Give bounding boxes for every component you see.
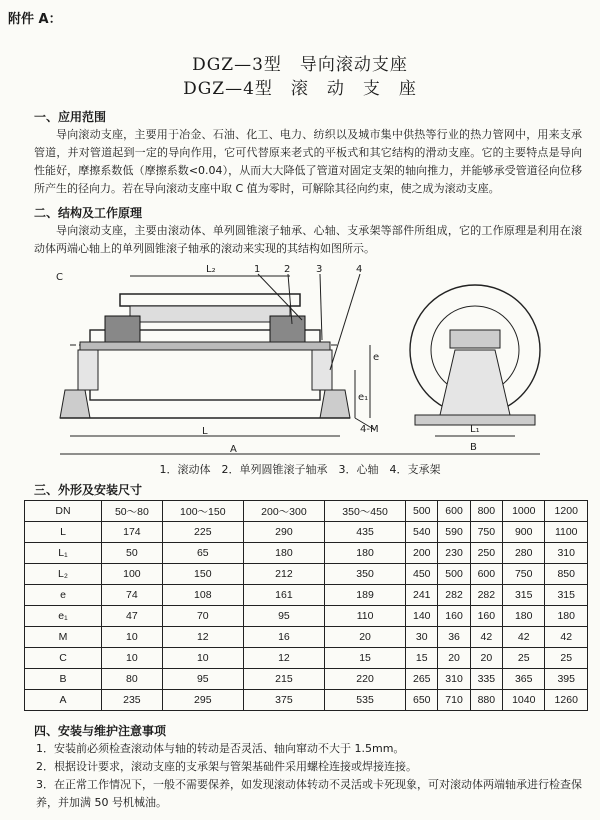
table-cell: 200 xyxy=(406,543,438,564)
table-row xyxy=(25,669,588,690)
section1-heading: 一、应用范围 xyxy=(34,110,107,124)
table-cell: 100 xyxy=(102,564,163,585)
table-cell: 750 xyxy=(503,564,545,585)
table-header-cell: 1000 xyxy=(503,501,545,522)
table-header-cell: 600 xyxy=(438,501,470,522)
attachment-label: 附件 A： xyxy=(8,12,62,27)
title-dgz3: DGZ—3型 导向滚动支座 xyxy=(192,55,408,75)
table-header-cell: DN xyxy=(25,501,102,522)
table-header-cell: 100～150 xyxy=(162,501,243,522)
table-cell: 335 xyxy=(470,669,502,690)
table-cell: 95 xyxy=(243,606,324,627)
table-cell: 650 xyxy=(406,690,438,711)
right-base xyxy=(320,390,350,418)
diagram-caption: 1．滚动体 2．单列圆锥滚子轴承 3．心轴 4．支承架 xyxy=(159,463,441,476)
table-cell: 42 xyxy=(503,627,545,648)
table-cell: 282 xyxy=(438,585,470,606)
row-label-cell: L₁ xyxy=(25,543,102,564)
table-cell: 350 xyxy=(325,564,406,585)
table-cell: 74 xyxy=(102,585,163,606)
table-header-cell: 350～450 xyxy=(325,501,406,522)
table-cell: 42 xyxy=(545,627,588,648)
table-row xyxy=(25,585,588,606)
table-cell: 150 xyxy=(162,564,243,585)
left-bracket xyxy=(78,350,98,390)
label-c: C xyxy=(56,272,63,283)
table-cell: 435 xyxy=(325,522,406,543)
table-header-cell: 1200 xyxy=(545,501,588,522)
end-bracket xyxy=(440,350,510,415)
section2-text: 导向滚动支座，主要由滚动体、单列圆锥滚子轴承、心轴、支承架等部件所组成，它的工作原理是利用在滚动体两端心轴上的单列圆锥滚子轴承的滚动来实现的其结构如图所示。 xyxy=(34,224,582,255)
table-cell: 16 xyxy=(243,627,324,648)
label-2: 2 xyxy=(284,264,291,275)
table-cell: 65 xyxy=(162,543,243,564)
table-cell: 241 xyxy=(406,585,438,606)
table-cell: 15 xyxy=(406,648,438,669)
section4-heading: 四、安装与维护注意事项 xyxy=(34,724,167,738)
table-row xyxy=(25,690,588,711)
table-cell: 25 xyxy=(545,648,588,669)
table-header-cell: 500 xyxy=(406,501,438,522)
table-cell: 1100 xyxy=(545,522,588,543)
table-cell: 160 xyxy=(470,606,502,627)
table-cell: 20 xyxy=(470,648,502,669)
label-b: B xyxy=(470,442,477,453)
table-cell: 235 xyxy=(102,690,163,711)
table-cell: 900 xyxy=(503,522,545,543)
right-bracket xyxy=(312,350,332,390)
table-cell: 30 xyxy=(406,627,438,648)
table-cell: 315 xyxy=(503,585,545,606)
table-cell: 70 xyxy=(162,606,243,627)
table-cell: 500 xyxy=(438,564,470,585)
pipe-support-plate xyxy=(120,294,300,306)
table-cell: 290 xyxy=(243,522,324,543)
label-e1: e₁ xyxy=(358,392,369,403)
end-view xyxy=(410,285,540,454)
table-cell: 450 xyxy=(406,564,438,585)
table-row xyxy=(25,627,588,648)
table-row xyxy=(25,648,588,669)
table-cell: 140 xyxy=(406,606,438,627)
table-cell: 600 xyxy=(470,564,502,585)
table-cell: 365 xyxy=(503,669,545,690)
label-m: 4-M xyxy=(360,424,379,435)
section3-heading: 三、外形及安装尺寸 xyxy=(34,483,143,497)
title-dgz4: DGZ—4型 滚 动 支 座 xyxy=(183,79,417,99)
table-cell: 95 xyxy=(162,669,243,690)
row-label-cell: B xyxy=(25,669,102,690)
table-cell: 750 xyxy=(470,522,502,543)
structure-diagram xyxy=(30,250,575,460)
table-cell: 265 xyxy=(406,669,438,690)
table-cell: 20 xyxy=(438,648,470,669)
mandrel xyxy=(80,342,330,350)
table-cell: 42 xyxy=(470,627,502,648)
table-cell: 212 xyxy=(243,564,324,585)
table-cell: 375 xyxy=(243,690,324,711)
section1-text: 导向滚动支座，主要用于冶金、石油、化工、电力、纺织以及城市集中供热等行业的热力管网中，用来支承管道，并对管道起到一定的导向作用，它可代替原来老式的平板式和其它结构的滑动支座。它的主要特点是导向性能好，摩擦系数低（摩擦系数<0.04），从而大大降低了管道对固定支架的轴向推力，并能够承受管道径向位移所产生的径向力。若在导向滚动支座中取 C 值为零时，可解除其径向约束，使之成为滚动支座。 xyxy=(34,128,582,195)
table-cell: 108 xyxy=(162,585,243,606)
table-row xyxy=(25,522,588,543)
table-cell: 15 xyxy=(325,648,406,669)
label-l2: L₂ xyxy=(206,264,216,275)
table-cell: 315 xyxy=(545,585,588,606)
table-cell: 47 xyxy=(102,606,163,627)
side-view xyxy=(56,264,410,455)
table-cell: 36 xyxy=(438,627,470,648)
table-cell: 1260 xyxy=(545,690,588,711)
label-1: 1 xyxy=(254,264,261,275)
row-label-cell: M xyxy=(25,627,102,648)
table-cell: 295 xyxy=(162,690,243,711)
table-row xyxy=(25,564,588,585)
row-label-cell: L₂ xyxy=(25,564,102,585)
label-l1: L₁ xyxy=(470,424,480,435)
left-base xyxy=(60,390,90,418)
table-cell: 230 xyxy=(438,543,470,564)
table-cell: 310 xyxy=(545,543,588,564)
table-cell: 215 xyxy=(243,669,324,690)
leader-4 xyxy=(330,274,360,370)
table-cell: 282 xyxy=(470,585,502,606)
table-header-cell: 50～80 xyxy=(102,501,163,522)
row-label-cell: A xyxy=(25,690,102,711)
table-cell: 10 xyxy=(162,648,243,669)
table-header-row xyxy=(25,501,588,522)
label-4: 4 xyxy=(356,264,363,275)
table-cell: 10 xyxy=(102,627,163,648)
dimension-table xyxy=(24,500,588,711)
table-cell: 880 xyxy=(470,690,502,711)
table-cell: 189 xyxy=(325,585,406,606)
table-cell: 180 xyxy=(503,606,545,627)
table-cell: 850 xyxy=(545,564,588,585)
note-1: 1．安装前必须检查滚动体与轴的转动是否灵活、轴向窜动不大于 1.5mm。 xyxy=(36,742,405,755)
note-3: 3．在正常工作情况下，一般不需要保养，如发现滚动体转动不灵活或卡死现象，可对滚动体两端轴承进行检查保养，并加满 50 号机械油。 xyxy=(36,778,582,809)
label-a: A xyxy=(230,444,237,455)
table-cell: 10 xyxy=(102,648,163,669)
table-cell: 590 xyxy=(438,522,470,543)
table-header-cell: 800 xyxy=(470,501,502,522)
table-cell: 250 xyxy=(470,543,502,564)
table-row xyxy=(25,606,588,627)
table-cell: 540 xyxy=(406,522,438,543)
table-cell: 25 xyxy=(503,648,545,669)
table-cell: 110 xyxy=(325,606,406,627)
mandrel-end xyxy=(450,330,500,348)
table-cell: 225 xyxy=(162,522,243,543)
table-cell: 180 xyxy=(325,543,406,564)
table-cell: 12 xyxy=(162,627,243,648)
table-cell: 161 xyxy=(243,585,324,606)
table-cell: 280 xyxy=(503,543,545,564)
table-cell: 180 xyxy=(243,543,324,564)
table-cell: 160 xyxy=(438,606,470,627)
row-label-cell: L xyxy=(25,522,102,543)
table-cell: 1040 xyxy=(503,690,545,711)
table-cell: 50 xyxy=(102,543,163,564)
table-cell: 80 xyxy=(102,669,163,690)
row-label-cell: C xyxy=(25,648,102,669)
table-cell: 220 xyxy=(325,669,406,690)
table-header-cell: 200～300 xyxy=(243,501,324,522)
top-flange xyxy=(130,306,290,322)
note-2: 2．根据设计要求，滚动支座的支承架与管架基础件采用螺栓连接或焊接连接。 xyxy=(36,760,417,773)
table-cell: 395 xyxy=(545,669,588,690)
section2-heading: 二、结构及工作原理 xyxy=(34,206,143,220)
row-label-cell: e xyxy=(25,585,102,606)
table-cell: 535 xyxy=(325,690,406,711)
row-label-cell: e₁ xyxy=(25,606,102,627)
table-cell: 180 xyxy=(545,606,588,627)
table-cell: 12 xyxy=(243,648,324,669)
table-cell: 20 xyxy=(325,627,406,648)
table-cell: 310 xyxy=(438,669,470,690)
table-cell: 174 xyxy=(102,522,163,543)
table-row xyxy=(25,543,588,564)
label-e: e xyxy=(373,352,380,363)
table-cell: 710 xyxy=(438,690,470,711)
label-3: 3 xyxy=(316,264,323,275)
label-l: L xyxy=(202,426,208,437)
